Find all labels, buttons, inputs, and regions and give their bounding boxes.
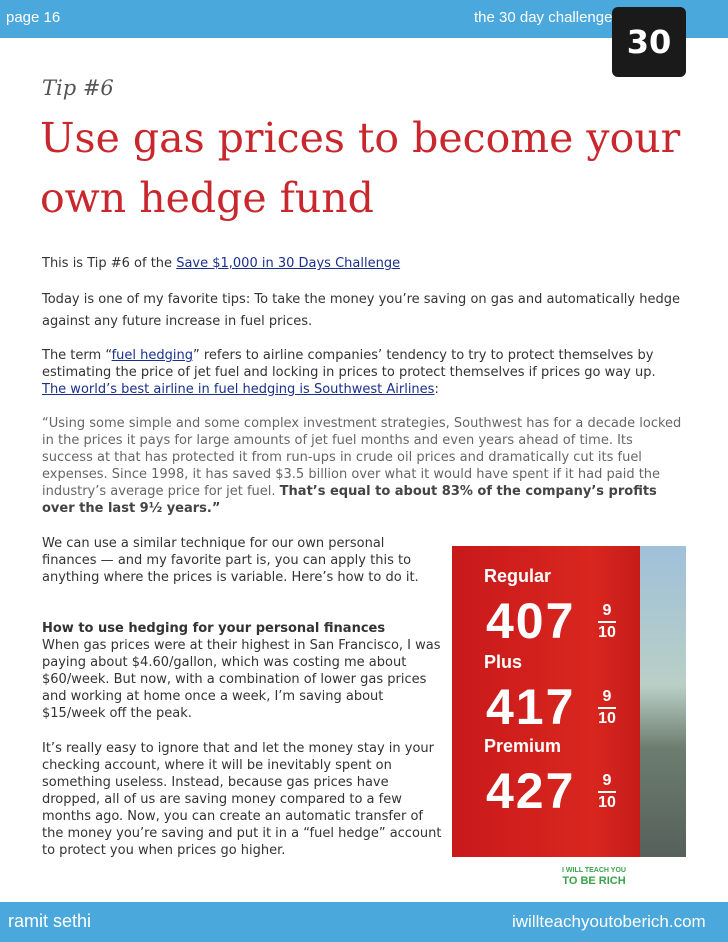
challenge-link[interactable]: Save $1,000 in 30 Days Challenge xyxy=(176,256,401,271)
challenge-badge: 30 xyxy=(612,7,686,77)
section-heading: How to use hedging for your personal finances xyxy=(42,621,386,636)
sign-fraction-den: 10 xyxy=(598,794,616,811)
sign-fraction-den: 10 xyxy=(598,710,616,727)
brand-line-2: TO BE RICH xyxy=(562,875,626,887)
sign-price-plus: 417 xyxy=(486,679,576,735)
intro-text: This is Tip #6 of the xyxy=(42,256,177,271)
para2-prefix: The term “ xyxy=(42,348,112,363)
sign-price-regular: 407 xyxy=(486,593,576,649)
photo-background-street xyxy=(640,546,686,857)
website-url: iwillteachyoutoberich.com xyxy=(512,912,706,931)
brand-line-1: I WILL TEACH YOU xyxy=(562,867,626,874)
quote-emphasis: That’s equal to about 83% of the company’s profits over the last 9½ years.” xyxy=(42,484,657,516)
paragraph-2 xyxy=(42,347,682,398)
sign-fraction-regular xyxy=(598,602,616,642)
fuel-hedging-link[interactable]: fuel hedging xyxy=(111,348,193,363)
sign-grade-regular: Regular xyxy=(484,566,552,586)
southwest-quote xyxy=(42,415,682,517)
paragraph-4: When gas prices were at their highest in San Francisco, I was paying about $4.60/gallon, which was costing me about $60/week. But now, with a combination of lower gas prices and working at home once a week, I’m saving about $15/week off the peak. xyxy=(42,638,441,721)
sign-fraction-num: 9 xyxy=(602,772,612,789)
para2-suffix: : xyxy=(434,382,439,397)
author-name: ramit sethi xyxy=(8,911,92,931)
paragraph-1: Today is one of my favorite tips: To take the money you’re saving on gas and automatically hedge against any future increase in fuel prices. xyxy=(42,292,680,329)
para2-middle: ” refers to airline companies’ tendency to try to protect themselves by estimating the price of jet fuel and locking in prices to protect themselves if prices go way up. xyxy=(42,348,656,380)
article-title: Use gas prices to become your own hedge fund xyxy=(40,114,681,222)
paragraph-5: It’s really easy to ignore that and let the money stay in your checking account, where it will be inevitably spent on something useless. Instead, because gas prices have dropped, all of us are saving money compared to a few months ago. Now, you can create an automatic transfer of the money you’re saving and put it in a “fuel hedge” account to protect you when prices go higher. xyxy=(42,741,442,858)
tip-number: Tip #6 xyxy=(42,76,114,100)
challenge-label: the 30 day challenge xyxy=(474,9,613,26)
section-block xyxy=(42,620,442,722)
sign-fraction-den: 10 xyxy=(598,624,616,641)
brand-logo xyxy=(556,866,632,887)
sign-grade-premium: Premium xyxy=(484,736,562,756)
sign-fraction-num: 9 xyxy=(602,602,612,619)
sign-grade-plus: Plus xyxy=(484,652,523,672)
sign-price-premium: 427 xyxy=(486,763,576,819)
sign-fraction-num: 9 xyxy=(602,688,612,705)
quote-text: “Using some simple and some complex investment strategies, Southwest has for a decade locked in the prices it pays for large amounts of jet fuel months and even years ahead of time. Its success at that has protected it from run-ups in crude oil prices and dramatically cut its fuel expenses. Since 1998, it has saved $3.5 billion over what it would have spent if it had paid the industry’s average price for jet fuel. xyxy=(42,416,682,499)
page-number: page 16 xyxy=(6,9,61,26)
paragraph-3: We can use a similar technique for our own personal finances — and my favorite part is, you can apply this to anything where the prices is variable. Here’s how to do it. xyxy=(42,536,419,585)
sign-fraction-plus xyxy=(598,688,616,728)
sign-fraction-premium xyxy=(598,772,616,812)
footer-bar xyxy=(0,902,728,942)
gas-price-sign-photo xyxy=(452,546,686,857)
southwest-link[interactable]: The world’s best airline in fuel hedging is Southwest Airlines xyxy=(42,382,435,397)
intro-paragraph xyxy=(42,255,682,272)
